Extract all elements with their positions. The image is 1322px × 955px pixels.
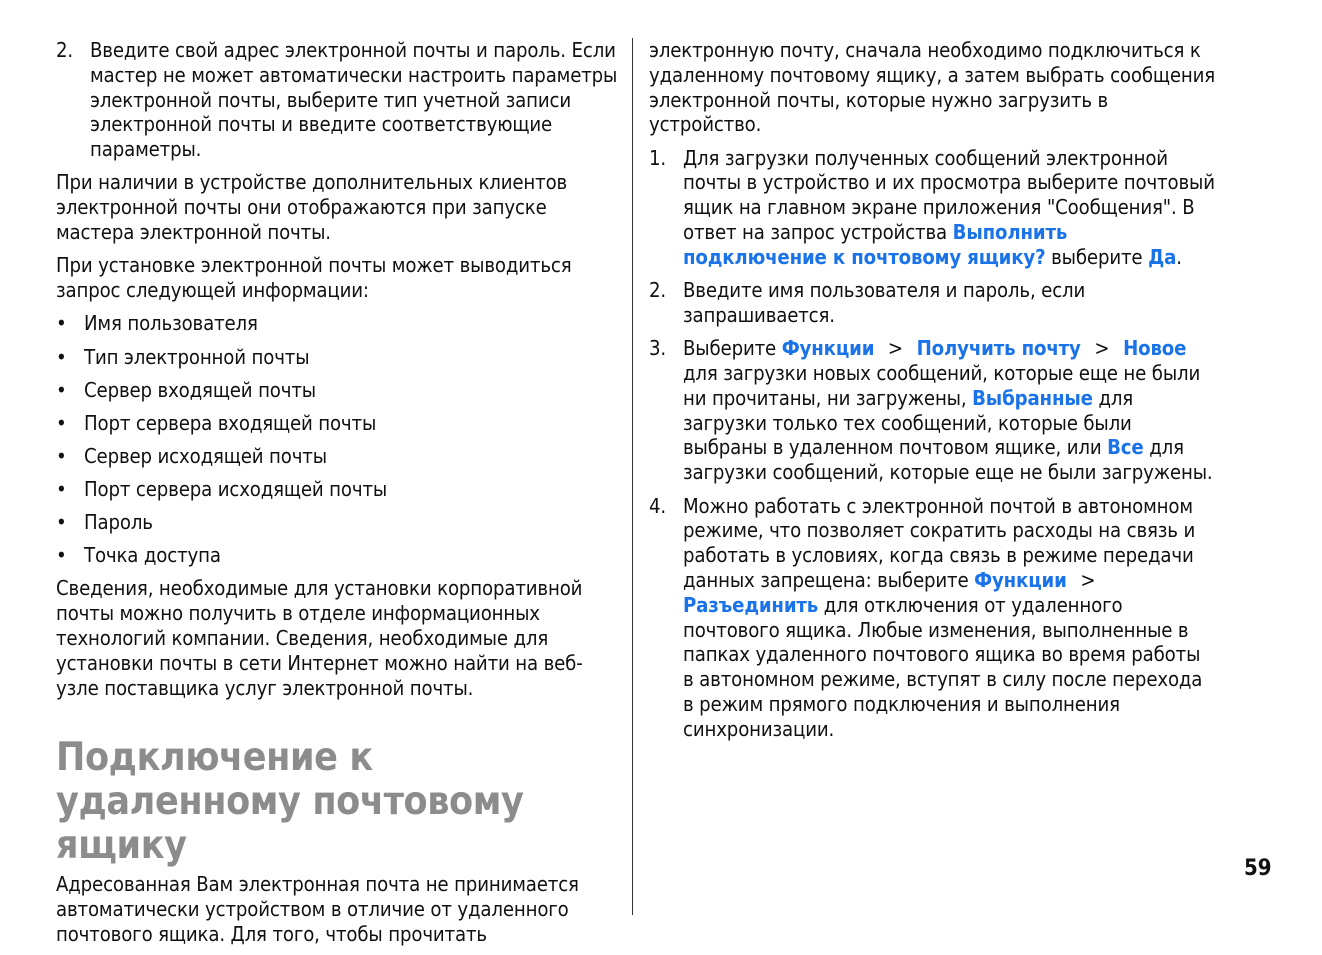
list-item: • Порт сервера исходящей почты: [56, 477, 618, 502]
column-divider: [632, 38, 633, 915]
menu-link-options[interactable]: Функции: [974, 567, 1067, 592]
menu-separator: >: [1080, 567, 1096, 592]
paragraph-info-sources: Сведения, необходимые для установки корпоративной почты можно получить в отделе информационных технологий компании. Сведения, необходимые для установки почты в сети Интернет можно найти на веб-узле поставщика услуг электронной почты.: [56, 576, 583, 700]
list-item: • Имя пользователя: [56, 311, 618, 336]
step-text: для загрузки только тех сообщений, которые были выбраны в удаленном почтовом ящике, или: [683, 385, 1134, 460]
menu-link-connect-mailbox[interactable]: Выполнить подключение к почтовому ящику?: [683, 220, 1068, 269]
step-text: для отключения от удаленного почтового ящика. Любые изменения, выполненные в папках удаленного почтового ящика во время работы в автономном режиме, вступят в силу после перехода в режим прямого подключения и выполнения синхронизации.: [683, 592, 1203, 741]
step-number: 3.: [649, 336, 667, 361]
list-item: • Тип электронной почты: [56, 345, 618, 370]
step-text: Введите свой адрес электронной почты и пароль. Если мастер не может автоматически настроить параметры электронной почты, выберите тип учетной записи электронной почты и введите соответствующие параметры.: [90, 38, 618, 162]
paragraph-intro-continued: электронную почту, сначала необходимо подключиться к удаленному почтовому ящику, а затем выбрать сообщения электронной почты, которые нужно загрузить в устройство.: [649, 38, 1216, 137]
page-number: 59: [1244, 856, 1272, 881]
list-item-step-3: [649, 336, 1215, 485]
step-text: Введите имя пользователя и пароль, если запрашивается.: [683, 278, 1086, 327]
step-text: Выберите: [683, 336, 777, 361]
step-text: для загрузки сообщений, которые еще не были загружены.: [683, 435, 1213, 485]
section-heading: Подключение к удаленному почтовому ящику: [56, 735, 524, 869]
menu-link-options[interactable]: Функции: [781, 336, 875, 361]
list-item-step-4: [649, 494, 1215, 742]
list-item: • Точка доступа: [56, 543, 618, 568]
connection-steps-list: [649, 146, 1215, 742]
step-number: 2.: [649, 278, 667, 303]
menu-link-all[interactable]: Все: [1107, 435, 1144, 460]
list-item: • Пароль: [56, 510, 618, 535]
menu-link-disconnect[interactable]: Разъединить: [683, 592, 819, 617]
list-item: • Порт сервера входящей почты: [56, 411, 618, 436]
menu-link-yes[interactable]: Да: [1148, 244, 1177, 269]
step-text: Для загрузки полученных сообщений электронной почты в устройство и их просмотра выберите почтовый ящик на главном экране приложения "Сообщения". В ответ на запрос устройства: [683, 145, 1215, 245]
paragraph-intro-start: Адресованная Вам электронная почта не принимается автоматически устройством в отличие от удаленного почтового ящика. Для того, чтобы прочитать: [56, 872, 579, 946]
menu-link-selected[interactable]: Выбранные: [972, 385, 1093, 410]
left-column: [56, 38, 618, 955]
right-column: [649, 38, 1215, 750]
step-text-end: .: [1176, 244, 1182, 269]
list-item-step-2: [56, 38, 618, 162]
paragraph-setup-request: При установке электронной почты может выводиться запрос следующей информации:: [56, 253, 572, 303]
list-item-step-2: [649, 278, 1215, 328]
step-number: 2.: [56, 38, 74, 62]
step-number: 4.: [649, 493, 667, 518]
step-text: Можно работать с электронной почтой в автономном режиме, что позволяет сократить расходы на связь и работать в условиях, когда связь в режиме передачи данных запрещена: выберите: [683, 493, 1196, 592]
step-text: выберите: [1051, 244, 1143, 269]
step-number: 1.: [649, 145, 667, 170]
menu-separator: >: [887, 336, 903, 361]
list-item: • Сервер входящей почты: [56, 378, 618, 403]
required-info-list: [56, 311, 618, 567]
paragraph-additional-clients: При наличии в устройстве дополнительных клиентов электронной почты они отображаются при запуске мастера электронной почты.: [56, 170, 568, 245]
menu-link-retrieve-email[interactable]: Получить почту: [916, 336, 1081, 361]
menu-separator: >: [1094, 336, 1110, 361]
menu-link-new[interactable]: Новое: [1123, 336, 1187, 361]
numbered-list-continued: [56, 38, 618, 162]
step-text: для загрузки новых сообщений, которые еще не были ни прочитаны, ни загружены,: [683, 361, 1201, 410]
list-item: • Сервер исходящей почты: [56, 444, 618, 469]
list-item-step-1: [649, 146, 1215, 270]
